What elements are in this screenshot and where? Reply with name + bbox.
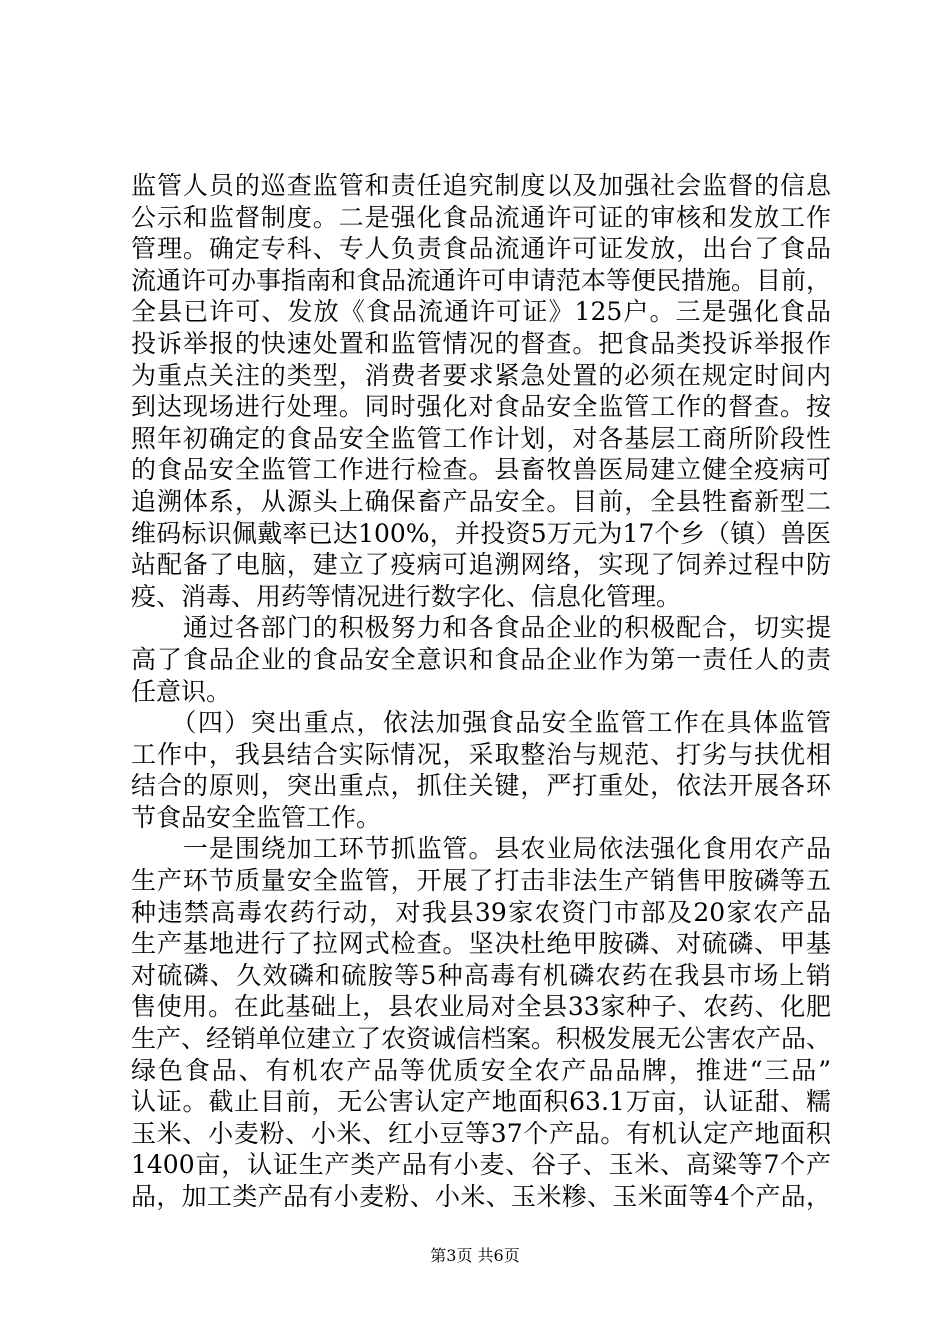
text-line: 工作中，我县结合实际情况，采取整治与规范、打劣与扶优相 — [131, 739, 831, 769]
text-line: 认证。截止目前，无公害认定产地面积63.1万亩，认证甜、糯 — [131, 1087, 831, 1117]
text-line: 生产基地进行了拉网式检查。坚决杜绝甲胺磷、对硫磷、甲基 — [131, 929, 831, 959]
text-line: 照年初确定的食品安全监管工作计划，对各基层工商所阶段性 — [131, 423, 831, 453]
text-line: 流通许可办事指南和食品流通许可申请范本等便民措施。目前， — [131, 265, 831, 295]
text-line: 品，加工类产品有小麦粉、小米、玉米糁、玉米面等4个产品， — [131, 1182, 831, 1211]
text-line: 售使用。在此基础上，县农业局对全县33家种子、农药、化肥 — [131, 992, 831, 1022]
text-line: 站配备了电脑，建立了疫病可追溯网络，实现了饲养过程中防 — [131, 550, 831, 580]
text-line: 的食品安全监管工作进行检查。县畜牧兽医局建立健全疫病可 — [131, 455, 831, 485]
text-line: 生产环节质量安全监管，开展了打击非法生产销售甲胺磷等五 — [131, 866, 831, 896]
text-line: 为重点关注的类型，消费者要求紧急处置的必须在规定时间内 — [131, 360, 831, 390]
text-line: 种违禁高毒农药行动，对我县39家农资门市部及20家农产品 — [131, 897, 831, 927]
text-line: 任意识。 — [131, 676, 232, 706]
text-line: （四）突出重点，依法加强食品安全监管工作在具体监管 — [131, 708, 831, 738]
text-line: 玉米、小麦粉、小米、红小豆等37个产品。有机认定产地面积 — [131, 1118, 831, 1148]
text-line: 追溯体系，从源头上确保畜产品安全。目前，全县牲畜新型二 — [131, 486, 831, 516]
text-line: 公示和监督制度。二是强化食品流通许可证的审核和发放工作 — [131, 202, 831, 232]
text-line: 节食品安全监管工作。 — [131, 802, 382, 832]
text-line: 对硫磷、久效磷和硫胺等5种高毒有机磷农药在我县市场上销 — [131, 960, 831, 990]
text-line: 高了食品企业的食品安全意识和食品企业作为第一责任人的责 — [131, 644, 831, 674]
body-text — [131, 170, 831, 1213]
text-line: 监管人员的巡查监管和责任追究制度以及加强社会监督的信息 — [131, 171, 831, 200]
text-line: 1400亩，认证生产类产品有小麦、谷子、玉米、高粱等7个产 — [131, 1150, 831, 1180]
text-line: 全县已许可、发放《食品流通许可证》125户。三是强化食品 — [131, 297, 831, 327]
text-line: 疫、消毒、用药等情况进行数字化、信息化管理。 — [131, 581, 682, 611]
page-footer: 第3页 共6页 — [430, 1246, 520, 1265]
text-line: 管理。确定专科、专人负责食品流通许可证发放，出台了食品 — [131, 234, 831, 264]
text-line: 一是围绕加工环节抓监管。县农业局依法强化食用农产品 — [131, 834, 831, 864]
text-line: 结合的原则，突出重点，抓住关键，严打重处，依法开展各环 — [131, 771, 831, 801]
text-line: 维码标识佩戴率已达100%，并投资5万元为17个乡（镇）兽医 — [131, 518, 831, 548]
text-line: 到达现场进行处理。同时强化对食品安全监管工作的督查。按 — [131, 392, 831, 422]
text-line: 生产、经销单位建立了农资诚信档案。积极发展无公害农产品、 — [131, 1024, 831, 1054]
text-line: 投诉举报的快速处置和监管情况的督查。把食品类投诉举报作 — [131, 328, 831, 358]
text-line: 绿色食品、有机农产品等优质安全农产品品牌，推进“三品” — [131, 1055, 831, 1085]
text-line: 通过各部门的积极努力和各食品企业的积极配合，切实提 — [131, 613, 831, 643]
